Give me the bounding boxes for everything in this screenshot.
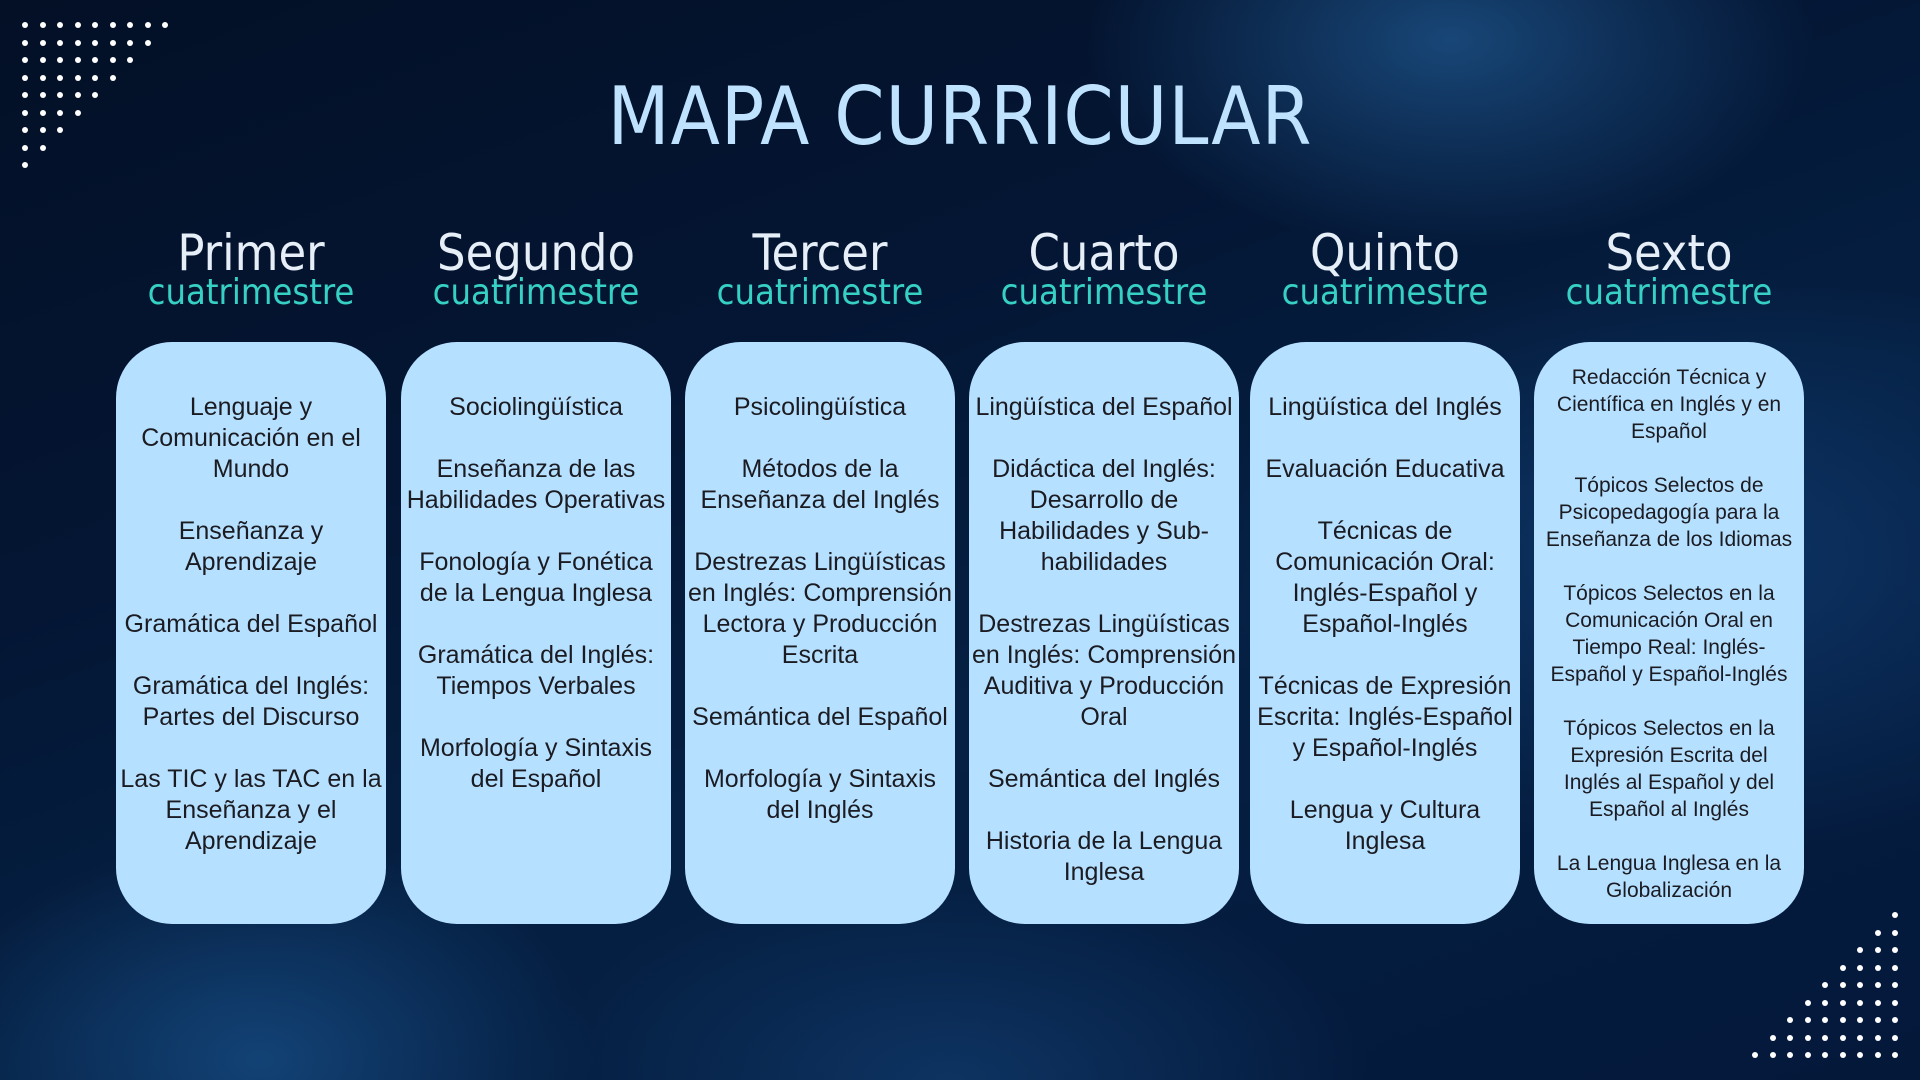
term-subtitle: cuatrimestre [432, 272, 640, 313]
decorative-dot [22, 40, 28, 46]
page-title: MAPA CURRICULAR [607, 70, 1313, 163]
decorative-dot [145, 40, 151, 46]
decorative-dot [40, 127, 46, 133]
course-item: Tópicos Selectos en la Expresión Escrita del Inglés al Español y del Español al Inglés [1563, 717, 1775, 821]
decorative-dot [1857, 1052, 1863, 1058]
decorative-dot [57, 75, 63, 81]
course-item: Lengua y Cultura Inglesa [1289, 796, 1481, 855]
column-header [685, 226, 955, 312]
term-name: Quinto [1309, 224, 1461, 282]
decorative-dot [110, 75, 116, 81]
decorative-dot [92, 92, 98, 98]
decorative-dot [1875, 1052, 1881, 1058]
course-item: Destrezas Lingüísticas en Inglés: Comprensión Auditiva y Producción Oral [971, 610, 1237, 731]
course-item: Semántica del Español [692, 703, 948, 731]
decorative-dot [1892, 930, 1898, 936]
term-subtitle: cuatrimestre [1000, 272, 1208, 313]
decorative-dot [40, 75, 46, 81]
course-item: Lingüística del Inglés [1268, 393, 1502, 421]
decorative-dot [110, 40, 116, 46]
decorative-dot [1875, 982, 1881, 988]
term-name: Cuarto [1028, 224, 1180, 282]
course-card [401, 342, 671, 924]
decorative-dot [1857, 1017, 1863, 1023]
term-name: Tercer [752, 224, 888, 282]
decorative-dot [57, 110, 63, 116]
decorative-dot [1805, 1035, 1811, 1041]
decorative-dot [22, 127, 28, 133]
term-subtitle: cuatrimestre [1281, 272, 1489, 313]
decorative-dot [1892, 912, 1898, 918]
column-header [969, 226, 1239, 312]
decorative-dot [1857, 1035, 1863, 1041]
decorative-dot [40, 40, 46, 46]
decorative-dot [1857, 1000, 1863, 1006]
decorative-dot [40, 22, 46, 28]
decorative-dot [1770, 1035, 1776, 1041]
course-item: Tópicos Selectos de Psicopedagogía para la Enseñanza de los Idiomas [1545, 474, 1793, 551]
course-item: Gramática del Inglés: Tiempos Verbales [417, 641, 655, 700]
course-item: Lingüística del Español [975, 393, 1233, 421]
decorative-dot [1787, 1017, 1793, 1023]
course-card [1250, 342, 1520, 924]
decorative-dot [1822, 1052, 1828, 1058]
course-item: Historia de la Lengua Inglesa [985, 827, 1223, 886]
course-item: Gramática del Inglés: Partes del Discurso [132, 672, 370, 731]
decorative-dot [40, 92, 46, 98]
decorative-dot [40, 110, 46, 116]
term-subtitle: cuatrimestre [1565, 272, 1773, 313]
course-item: Métodos de la Enseñanza del Inglés [700, 455, 940, 514]
course-item: Las TIC y las TAC en la Enseñanza y el Aprendizaje [120, 765, 382, 855]
course-card [969, 342, 1239, 924]
decorative-dot [40, 145, 46, 151]
course-item: Didáctica del Inglés: Desarrollo de Habilidades y Sub-habilidades [992, 455, 1216, 576]
decorative-dot [1875, 1017, 1881, 1023]
column-header [401, 226, 671, 312]
decorative-dot [22, 145, 28, 151]
decorative-dot [1857, 965, 1863, 971]
decorative-dot [75, 110, 81, 116]
decorative-dot [1875, 947, 1881, 953]
course-item: Evaluación Educativa [1265, 455, 1505, 483]
decorative-dot [57, 40, 63, 46]
course-item: Morfología y Sintaxis del Español [419, 734, 653, 793]
decorative-dot [22, 110, 28, 116]
decorative-dot [1892, 1000, 1898, 1006]
course-item: Gramática del Español [124, 610, 378, 638]
decorative-dot [110, 57, 116, 63]
decorative-dot [1822, 1017, 1828, 1023]
course-item: Lenguaje y Comunicación en el Mundo [141, 393, 361, 483]
decorative-dot [127, 40, 133, 46]
decorative-dot [75, 40, 81, 46]
course-item: Psicolingüística [733, 393, 907, 421]
decorative-dot [1892, 1017, 1898, 1023]
decorative-dot [1770, 1052, 1776, 1058]
course-item: Tópicos Selectos en la Comunicación Oral en Tiempo Real: Inglés-Español y Español-Inglés [1550, 582, 1788, 686]
decorative-dot [1840, 965, 1846, 971]
decorative-dot [1892, 947, 1898, 953]
decorative-dot [22, 75, 28, 81]
decorative-dot [92, 22, 98, 28]
term-subtitle: cuatrimestre [716, 272, 924, 313]
decorative-dot [1787, 1052, 1793, 1058]
decorative-dot [1857, 947, 1863, 953]
term-subtitle: cuatrimestre [147, 272, 355, 313]
decorative-dot [127, 57, 133, 63]
decorative-dot [1822, 982, 1828, 988]
course-card [1534, 342, 1804, 924]
decorative-dot [92, 40, 98, 46]
term-name: Sexto [1605, 224, 1733, 282]
decorative-dot [92, 75, 98, 81]
course-item: Redacción Técnica y Científica en Inglés y en Español [1556, 366, 1782, 443]
course-item: Técnicas de Expresión Escrita: Inglés-Español y Español-Inglés [1257, 672, 1513, 762]
decorative-dot [1840, 982, 1846, 988]
decorative-dot [1822, 1035, 1828, 1041]
decorative-dot [40, 57, 46, 63]
decorative-dot [1875, 965, 1881, 971]
column-header [116, 226, 386, 312]
decorative-dot [1840, 1000, 1846, 1006]
decorative-dot [110, 22, 116, 28]
decorative-dot [1787, 1035, 1793, 1041]
course-item: Semántica del Inglés [987, 765, 1221, 793]
course-item: Morfología y Sintaxis del Inglés [703, 765, 937, 824]
course-card [116, 342, 386, 924]
decorative-dot [1875, 1000, 1881, 1006]
decorative-dot [75, 75, 81, 81]
decorative-dot [1840, 1052, 1846, 1058]
decorative-dot [1892, 982, 1898, 988]
course-item: Enseñanza de las Habilidades Operativas [406, 455, 666, 514]
decorative-dot [1805, 1017, 1811, 1023]
course-item: Sociolingüística [449, 393, 623, 421]
term-name: Primer [177, 224, 325, 282]
decorative-dot [1875, 1035, 1881, 1041]
course-item: Técnicas de Comunicación Oral: Inglés-Español y Español-Inglés [1275, 517, 1495, 638]
decorative-dot [1892, 1035, 1898, 1041]
decorative-dot [22, 162, 28, 168]
decorative-dot [22, 22, 28, 28]
decorative-dot [57, 22, 63, 28]
course-item: Fonología y Fonética de la Lengua Inglesa [419, 548, 653, 607]
decorative-dot [1892, 965, 1898, 971]
decorative-dot [75, 57, 81, 63]
decorative-dot [1857, 982, 1863, 988]
column-header [1250, 226, 1520, 312]
term-name: Segundo [437, 224, 635, 282]
decorative-dot [92, 57, 98, 63]
decorative-dot [1822, 1000, 1828, 1006]
course-card [685, 342, 955, 924]
course-item: Enseñanza y Aprendizaje [178, 517, 324, 576]
decorative-dot [22, 92, 28, 98]
decorative-dot [1892, 1052, 1898, 1058]
decorative-dot [22, 57, 28, 63]
decorative-dot [127, 22, 133, 28]
decorative-dot [75, 22, 81, 28]
decorative-dot [162, 22, 168, 28]
course-item: Destrezas Lingüísticas en Inglés: Comprensión Lectora y Producción Escrita [687, 548, 953, 669]
decorative-dot [57, 127, 63, 133]
decorative-dot [1840, 1017, 1846, 1023]
decorative-dot [75, 92, 81, 98]
decorative-dot [1875, 930, 1881, 936]
course-item: La Lengua Inglesa en la Globalización [1556, 852, 1782, 902]
decorative-dot [1805, 1000, 1811, 1006]
decorative-dot [1752, 1052, 1758, 1058]
decorative-dot [57, 92, 63, 98]
decorative-dot [145, 22, 151, 28]
decorative-dot [1805, 1052, 1811, 1058]
column-header [1534, 226, 1804, 312]
decorative-dot [57, 57, 63, 63]
decorative-dot [1840, 1035, 1846, 1041]
